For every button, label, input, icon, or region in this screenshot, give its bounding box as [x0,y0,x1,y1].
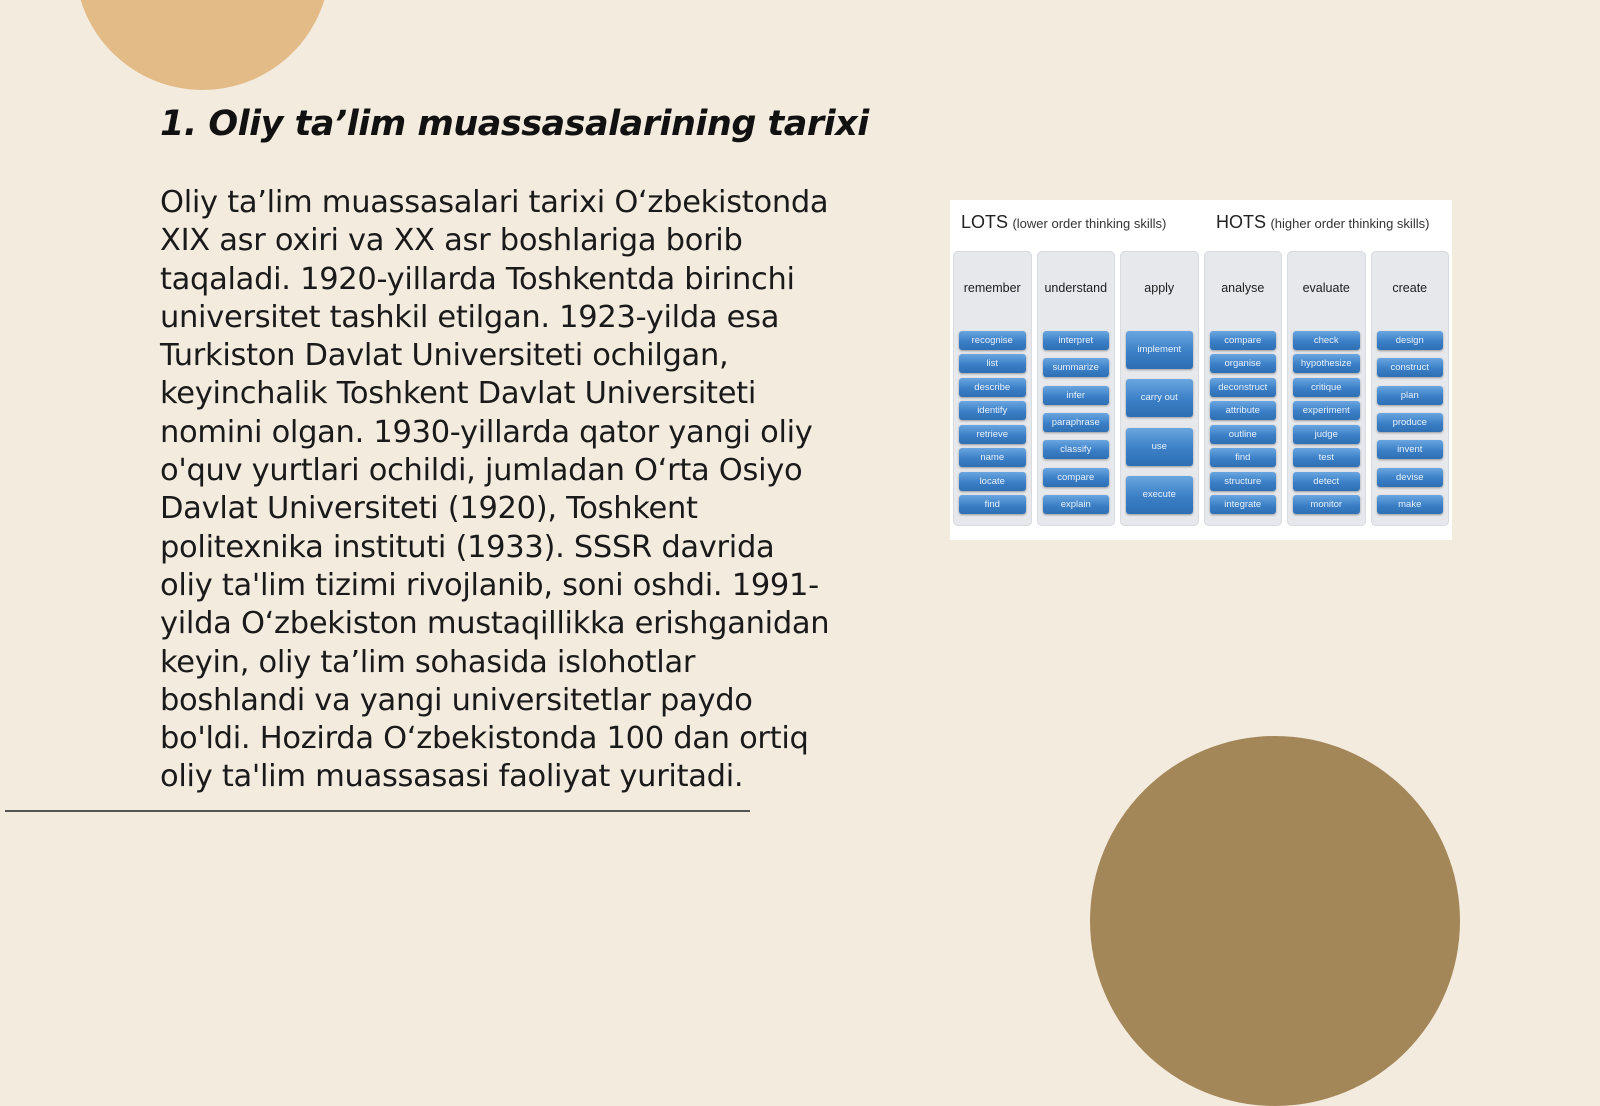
verb-list [1126,331,1193,514]
skill-column-evaluate [1287,251,1366,526]
skill-column-title: apply [1144,281,1175,295]
lots-label: LOTS [961,212,1009,232]
verb-tag: attribute [1210,401,1277,420]
verb-tag: plan [1377,386,1444,405]
verb-tag: retrieve [959,425,1026,444]
verb-list [1293,331,1360,514]
verb-tag: judge [1293,425,1360,444]
verb-tag: compare [1043,468,1110,487]
verb-tag: list [959,354,1026,373]
verb-tag: structure [1210,472,1277,491]
verb-tag: deconstruct [1210,378,1277,397]
lots-note: (lower order thinking skills) [1012,216,1167,231]
skill-column-title: create [1392,281,1428,295]
skill-column-understand [1037,251,1116,526]
verb-tag: produce [1377,413,1444,432]
hots-heading [1216,212,1429,233]
verb-tag: organise [1210,354,1277,373]
skill-column-remember [953,251,1032,526]
skill-column-title: remember [963,281,1021,295]
diagram-header [950,210,1452,236]
verb-tag: design [1377,331,1444,350]
verb-tag: carry out [1126,379,1193,417]
verb-tag: check [1293,331,1360,350]
lots-heading [961,212,1166,233]
verb-tag: test [1293,448,1360,467]
verb-tag: find [1210,448,1277,467]
skill-column-apply [1120,251,1199,526]
divider-line [5,810,750,812]
verb-list [1043,331,1110,514]
verb-tag: devise [1377,468,1444,487]
verb-tag: outline [1210,425,1277,444]
decorative-circle-bottom [1090,736,1460,1106]
verb-tag: critique [1293,378,1360,397]
skill-column-create [1371,251,1450,526]
verb-tag: explain [1043,495,1110,514]
hots-label: HOTS [1216,212,1267,232]
slide-body-text: Oliy ta’lim muassasalari tarixi O‘zbekistonda XIX asr oxiri va XX asr boshlariga borib taqaladi. 1920-yillarda Toshkentda birinchi universitet tashkil etilgan. 1923-yilda esa Turkiston Davlat Universiteti ochilgan, keyinchalik Toshkent Davlat Universiteti nomini olgan. 1930-yillarda qator yangi oliy o'quv yurtlari ochildi, jumladan O‘rta Osiyo Davlat Universiteti (1920), Toshkent politexnika instituti (1933). SSSR davrida oliy ta'lim tizimi rivojlanib, soni oshdi. 1991-yilda O‘zbekiston mustaqillikka erishganidan keyin, oliy ta’lim sohasida islohotlar boshlandi va yangi universitetlar paydo bo'ldi. Hozirda O‘zbekistonda 100 dan ortiq oliy ta'lim muassasasi faoliyat yuritadi. [160,185,830,795]
skill-column-title: understand [1044,281,1108,295]
decorative-circle-top [75,0,330,90]
verb-tag: infer [1043,386,1110,405]
verb-tag: compare [1210,331,1277,350]
skill-columns [953,251,1449,526]
verb-tag: hypothesize [1293,354,1360,373]
slide-title: 1. Oliy ta’lim muassasalarining tarixi [160,104,869,144]
verb-tag: experiment [1293,401,1360,420]
verb-tag: summarize [1043,358,1110,377]
verb-tag: name [959,448,1026,467]
verb-tag: paraphrase [1043,413,1110,432]
verb-tag: classify [1043,440,1110,459]
verb-tag: monitor [1293,495,1360,514]
verb-tag: use [1126,428,1193,466]
skill-column-title: evaluate [1302,281,1350,295]
thinking-skills-diagram [950,200,1452,540]
verb-tag: make [1377,495,1444,514]
verb-list [1210,331,1277,514]
verb-tag: detect [1293,472,1360,491]
verb-tag: execute [1126,476,1193,514]
verb-tag: invent [1377,440,1444,459]
skill-column-analyse [1204,251,1283,526]
verb-tag: identify [959,401,1026,420]
verb-tag: describe [959,378,1026,397]
hots-note: (higher order thinking skills) [1270,216,1430,231]
verb-tag: interpret [1043,331,1110,350]
verb-tag: recognise [959,331,1026,350]
verb-tag: construct [1377,358,1444,377]
verb-tag: implement [1126,331,1193,369]
verb-list [1377,331,1444,514]
verb-tag: locate [959,472,1026,491]
verb-list [959,331,1026,514]
verb-tag: integrate [1210,495,1277,514]
skill-column-title: analyse [1221,281,1265,295]
verb-tag: find [959,495,1026,514]
